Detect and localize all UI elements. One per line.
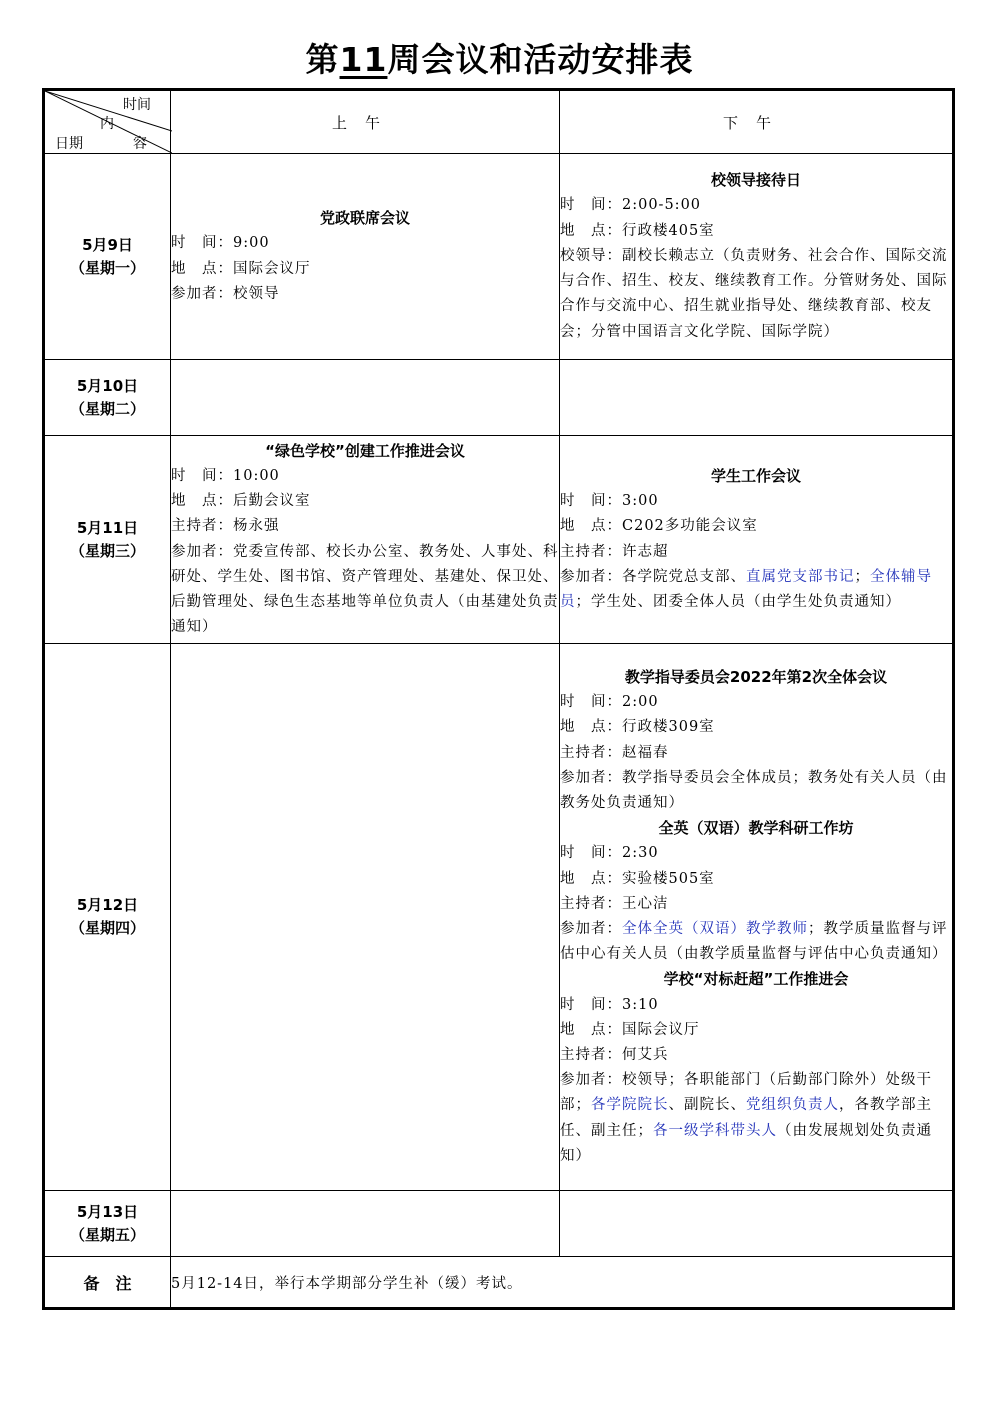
attendees-text: ，各教学部主任、副主任； xyxy=(560,1097,932,1139)
event-cell xyxy=(560,154,954,360)
event-attendees: 参加者：党委宣传部、校长办公室、教务处、人事处、科研处、学生处、图书馆、资产管理处、基建处、保卫处、后勤管理处、绿色生态基地等单位负责人（由基建处负责通知） xyxy=(171,543,559,636)
title-week-number: 11 xyxy=(339,40,388,79)
attendees-highlight: 全体全英（双语）教学教师 xyxy=(622,921,808,937)
header-row xyxy=(44,90,954,154)
corner-time-label: 时间 xyxy=(123,97,151,113)
event-attendees xyxy=(560,565,952,615)
event-place: 地 点：行政楼309室 xyxy=(560,719,715,736)
empty-cell xyxy=(171,1191,560,1257)
event-attendees: 参加者：教学指导委员会全体成员；教务处有关人员（由教务处负责通知） xyxy=(560,769,948,811)
weekday-label: （星期二） xyxy=(69,399,145,418)
weekday-label: （星期三） xyxy=(69,541,145,560)
attendees-highlight: 各学院院长 xyxy=(591,1097,669,1114)
event-cell xyxy=(171,154,560,360)
date-cell xyxy=(44,154,171,360)
event-title: “绿色学校”创建工作推进会议 xyxy=(265,441,465,460)
event-place: 地 点：实验楼505室 xyxy=(560,870,715,887)
attendees-text: ； xyxy=(854,568,870,585)
event-title: 学生工作会议 xyxy=(710,466,801,485)
attendees-text: 参加者： xyxy=(560,921,622,937)
attendees-text: 参加者：校领导；各职能部门（后勤部门除外）处级干部； xyxy=(560,1072,932,1114)
attendees-highlight: 全体辅导员 xyxy=(560,568,932,610)
attendees-text: 参加者：各学院党总支部、 xyxy=(560,568,746,585)
table-row xyxy=(44,436,954,644)
event-cell xyxy=(560,644,954,1191)
event-time: 时 间：2:00-5:00 xyxy=(560,197,702,214)
event-place: 地 点：后勤会议室 xyxy=(171,493,311,510)
event-time: 时 间：9:00 xyxy=(171,235,270,252)
attendees-highlight: 直属党支部书记 xyxy=(746,568,855,585)
page-title xyxy=(0,34,999,81)
event-host: 主持者：王心洁 xyxy=(560,895,669,912)
schedule-table xyxy=(42,88,955,1310)
event-title: 全英（双语）教学科研工作坊 xyxy=(658,819,854,838)
event-title: 校领导接待日 xyxy=(710,171,801,190)
corner-content-label-2: 容 xyxy=(133,136,147,152)
corner-content-label-1: 内 xyxy=(100,116,114,132)
event-time: 时 间：3:00 xyxy=(560,493,659,510)
title-suffix: 周会议和活动安排表 xyxy=(387,40,694,79)
weekday-label: （星期五） xyxy=(69,1225,145,1244)
date-cell xyxy=(44,436,171,644)
morning-header: 上午 xyxy=(171,90,560,154)
event-title: 党政联席会议 xyxy=(319,209,410,228)
event-cell xyxy=(560,436,954,644)
attendees-text: ；教学质量监督与评估中心有关人员（由教学质量监督与评估中心负责通知） xyxy=(560,921,948,963)
event-attendees: 参加者：校领导 xyxy=(171,285,280,302)
attendees-highlight: 各一级学科带头人 xyxy=(653,1122,777,1139)
event-host: 主持者：许志超 xyxy=(560,543,669,560)
event-time: 时 间：2:00 xyxy=(560,694,659,711)
event-place: 地 点：C202多功能会议室 xyxy=(560,518,758,535)
corner-cell xyxy=(44,90,171,154)
event-attendees xyxy=(560,917,952,967)
date-label: 5月13日 xyxy=(76,1202,139,1221)
event-title: 学校“对标赶超”工作推进会 xyxy=(663,970,849,989)
afternoon-header: 下午 xyxy=(560,90,954,154)
attendees-highlight: 党组织负责人 xyxy=(746,1097,839,1114)
notes-label: 备 注 xyxy=(44,1257,171,1309)
title-prefix: 第 xyxy=(305,40,340,79)
event-host: 主持者：赵福春 xyxy=(560,744,669,761)
date-cell xyxy=(44,1191,171,1257)
event-cell xyxy=(171,436,560,644)
event-leader: 校领导：副校长赖志立（负责财务、社会合作、国际交流与合作、招生、校友、继续教育工作。分管财务处、国际合作与交流中心、招生就业指导处、继续教育部、校友会；分管中国语言文化学院、国际学院） xyxy=(560,247,948,340)
weekday-label: （星期一） xyxy=(69,258,145,277)
table-row xyxy=(44,360,954,436)
event-host: 主持者：何艾兵 xyxy=(560,1047,669,1064)
attendees-text: （由发展规划处负责通知） xyxy=(560,1122,932,1164)
event-place: 地 点：行政楼405室 xyxy=(560,222,715,239)
empty-cell xyxy=(171,644,560,1191)
event-time: 时 间：2:30 xyxy=(560,845,659,862)
table-row xyxy=(44,1191,954,1257)
attendees-text: 、副院长、 xyxy=(668,1097,746,1114)
table-row xyxy=(44,154,954,360)
weekday-label: （星期四） xyxy=(69,919,145,937)
empty-cell xyxy=(171,360,560,436)
corner-date-label: 日期 xyxy=(55,136,83,152)
date-label: 5月10日 xyxy=(76,376,139,395)
notes-row xyxy=(44,1257,954,1309)
date-label: 5月12日 xyxy=(76,896,139,914)
date-label: 5月9日 xyxy=(82,235,133,254)
date-cell xyxy=(44,360,171,436)
empty-cell xyxy=(560,360,954,436)
event-host: 主持者：杨永强 xyxy=(171,518,280,535)
event-time: 时 间：10:00 xyxy=(171,467,280,484)
event-title: 教学指导委员会2022年第2次全体会议 xyxy=(624,667,888,686)
date-label: 5月11日 xyxy=(76,518,139,537)
event-place: 地 点：国际会议厅 xyxy=(560,1021,700,1038)
event-attendees xyxy=(560,1068,952,1169)
table-row xyxy=(44,644,954,1191)
date-cell xyxy=(44,644,171,1191)
empty-cell xyxy=(560,1191,954,1257)
attendees-text: ；学生处、团委全体人员（由学生处负责通知） xyxy=(575,593,901,610)
event-place: 地 点：国际会议厅 xyxy=(171,260,311,277)
notes-text: 5月12-14日，举行本学期部分学生补（缓）考试。 xyxy=(171,1257,954,1309)
event-time: 时 间：3:10 xyxy=(560,996,659,1013)
